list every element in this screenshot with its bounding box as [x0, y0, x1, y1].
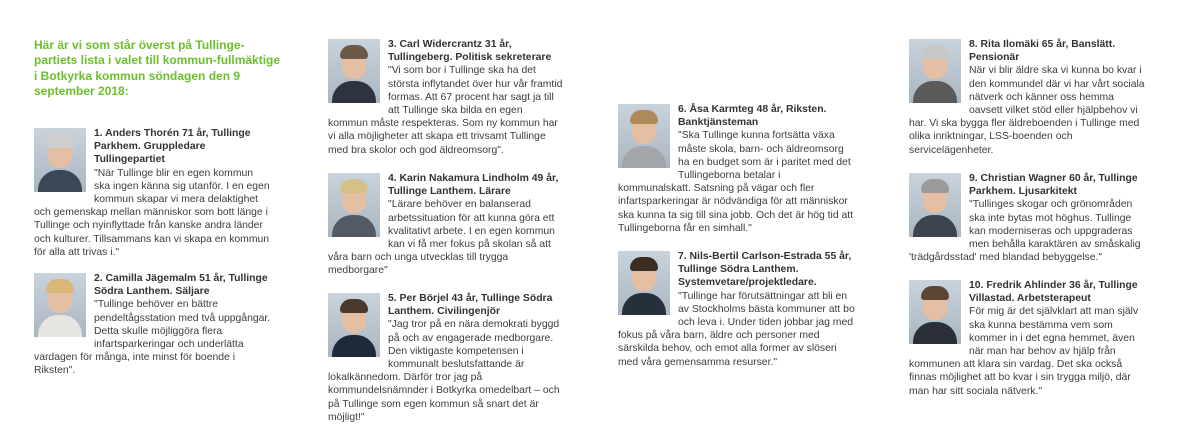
candidate-2	[34, 272, 272, 378]
candidate-7-name: 7. Nils-Bertil Carlson-Estrada 55 år, Tullinge Södra Lanthem. Systemvetare/projektledare.	[678, 251, 852, 289]
candidate-7-quote: "Tullinge har förutsättningar att bli en av Stockholms bästa kommuner att bo och leva i. Under tiden jobbar jag med fokus på våra barn, äldre och personer med särskilda behov, och emot alla former av slöseri med våra gemensamma resurser."	[618, 290, 855, 368]
candidate-8	[909, 38, 1147, 157]
candidate-4	[328, 172, 564, 278]
candidate-2-quote: "Tullinge behöver en bättre pendeltågsstation med två uppgångar. Detta skulle möjliggöra flera infartsparkeringar och underlätta vardagen för många, inte minst för boende i Riksten".	[34, 299, 271, 377]
candidate-6	[618, 103, 856, 235]
candidate-2-photo	[34, 273, 86, 337]
candidate-10-quote: För mig är det självklart att man själv ska kunna bestämma vem som kommer in i det egna hemmet, även när man har behov av hjälp från kommunen att klara sin vardag. Det ska också finnas möjlighet att bo kvar i sin trygga miljö, där man har sitt sociala nätverk."	[909, 306, 1139, 397]
candidate-5-name: 5. Per Börjel 43 år, Tullinge Södra Lanthem. Civilingenjör	[388, 293, 553, 318]
candidate-3-quote: "Vi som bor i Tullinge ska ha det största inflytandet över hur vår framtid formas. Att 67 procent har sagt ja till att Tullinge ska bilda en egen kommun måste respekteras. Som ny kommun har vi alla möjligheter att skapa ett trivsamt Tullinge med bra skolor och god äldreomsorg".	[328, 65, 563, 156]
candidate-3-photo	[328, 39, 380, 103]
candidate-2-name: 2. Camilla Jägemalm 51 år, Tullinge Södra Lanthem. Säljare	[94, 273, 268, 298]
candidate-4-name: 4. Karin Nakamura Lindholm 49 år, Tullinge Lanthem. Lärare	[388, 173, 559, 198]
candidate-1-quote: "När Tullinge blir en egen kommun ska ingen känna sig utanför. I en egen kommun skapar vi mera delaktighet och gemenskap mellan människor som bott länge i Tullinge och nyinflyttade från kanske andra länder och kulturer. Tillsammans kan vi skapa en kommun för alla att trivas i."	[34, 167, 270, 258]
candidate-10	[909, 279, 1147, 398]
candidate-10-name: 10. Fredrik Ahlinder 36 år, Tullinge Villastad. Arbetsterapeut	[969, 280, 1138, 305]
candidate-6-name: 6. Åsa Karmteg 48 år, Riksten. Banktjänsteman	[678, 104, 827, 129]
candidate-1	[34, 127, 272, 259]
candidate-9-photo	[909, 173, 961, 237]
candidate-5-photo	[328, 293, 380, 357]
candidate-9	[909, 172, 1147, 264]
candidate-6-photo	[618, 104, 670, 168]
candidate-3-name: 3. Carl Widercrantz 31 år, Tullingeberg. Politisk sekreterare	[388, 39, 552, 64]
candidate-7-photo	[618, 251, 670, 315]
candidate-10-photo	[909, 280, 961, 344]
candidate-4-quote: "Lärare behöver en balanserad arbetssituation för att kunna göra ett kvalitativt arbete. I en egen kommun kan vi få mer fokus på skolan så att våra barn och unga utvecklas till trygga medborgare"	[328, 199, 555, 277]
candidate-9-name: 9. Christian Wagner 60 år, Tullinge Parkhem. Ljusarkitekt	[969, 173, 1138, 198]
candidate-8-photo	[909, 39, 961, 103]
candidate-5	[328, 292, 564, 424]
candidate-4-photo	[328, 173, 380, 237]
candidate-8-name: 8. Rita Ilomäki 65 år, Banslätt. Pensionär	[969, 39, 1116, 64]
candidate-8-quote: När vi blir äldre ska vi kunna bo kvar i den kommundel där vi har vårt sociala nätverk och känner oss hemma oavsett vilket stöd eller hjälpbehov vi har. Vi ska bygga fler äldreboenden i Tullinge med olika inriktningar, LSS-boenden och servicelägenheter.	[909, 65, 1145, 156]
candidate-5-quote: "Jag tror på en nära demokrati byggd på och av engagerade medborgare. Den viktigaste kompetensen i kommunalt beslutsfattande är lokalkännedom. Därför tror jag på kommundelsnämnder i Botkyrka omedelbart – och på Tullinge som egen kommun så snart det är möjligt!"	[328, 319, 560, 423]
candidate-3	[328, 38, 564, 157]
candidate-1-photo	[34, 128, 86, 192]
page-headline: Här är vi som står överst på Tullinge-partiets lista i valet till kommun-fullmäktige i Botkyrka kommun söndagen den 9 september 2018:	[34, 38, 281, 99]
candidate-9-quote: "Tullinges skogar och grönområden ska inte bytas mot höghus. Tullinge kan moderniseras och uppgraderas men behålla karaktären av småskalig 'trädgårdsstad' med blandad bebyggelse."	[909, 199, 1141, 264]
candidate-7	[618, 250, 856, 369]
candidate-6-quote: "Ska Tullinge kunna fortsätta växa måste skola, barn- och äldreomsorg ha en budget som är i paritet med det Tullingeborna betalar i kommunalskatt. Satsning på vägar och fler infartsparkeringar är nödvändiga för att människor ska kunna ta sig till sina jobb. Och det är hög tid att Tullingeborna får en simhall."	[618, 130, 854, 234]
candidate-1-name: 1. Anders Thorén 71 år, Tullinge Parkhem. Gruppledare Tullingepartiet	[94, 128, 251, 166]
